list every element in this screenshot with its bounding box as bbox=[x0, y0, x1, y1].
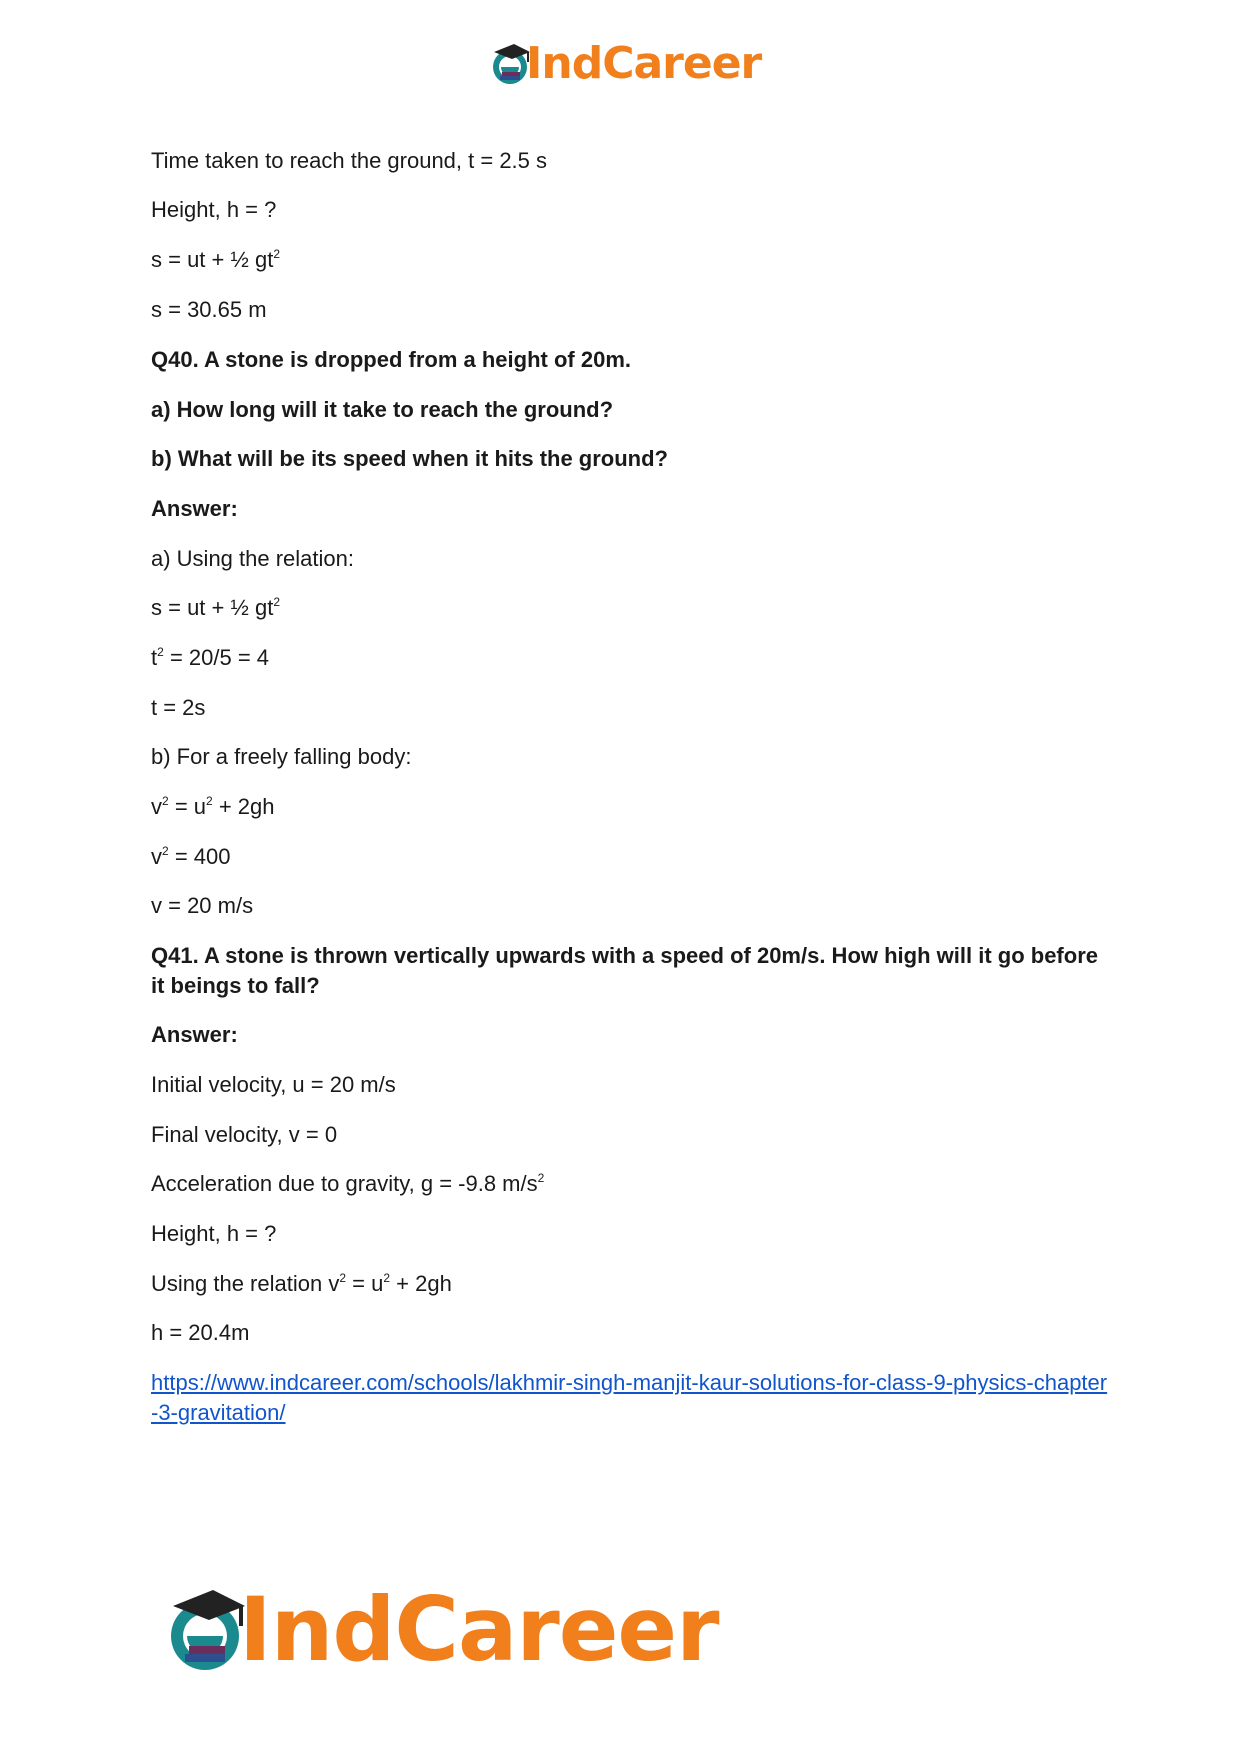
text-line: b) For a freely falling body: bbox=[151, 744, 412, 769]
footer-logo-text: IndCareer bbox=[239, 1578, 719, 1681]
equation-line: Using the relation $v^2 = u^2 + 2gh$ bbox=[151, 1271, 452, 1296]
header-logo-text: IndCareer bbox=[526, 38, 762, 89]
text-line: h = 20.4m bbox=[151, 1320, 250, 1345]
text-line: Height, h = ? bbox=[151, 197, 277, 222]
question-part: a) How long will it take to reach the ground? bbox=[151, 397, 614, 422]
text-line: Final velocity, v = 0 bbox=[151, 1122, 338, 1147]
question-part: b) What will be its speed when it hits the ground? bbox=[151, 446, 668, 471]
equation-line: Acceleration due to gravity, g = -9.8 $m/s^2$ bbox=[151, 1171, 545, 1196]
equation-line: $t^2 = 20/5 = 4$ bbox=[151, 645, 270, 670]
question-heading: Q40. A stone is dropped from a height of 20m. bbox=[151, 347, 631, 372]
source-link[interactable]: https://www.indcareer.com/schools/lakhmir-singh-manjit-kaur-solutions-for-class-9-physics-chapter-3-gravitation/ bbox=[151, 1370, 1108, 1425]
equation-line: $v^2 = 400$ bbox=[151, 844, 231, 869]
text-line: v = 20 m/s bbox=[151, 893, 254, 918]
answer-label: Answer: bbox=[151, 496, 238, 521]
equation-line: $v^2 = u^2 + 2gh$ bbox=[151, 794, 275, 819]
footer-logo bbox=[161, 1578, 719, 1681]
text-line: t = 2s bbox=[151, 695, 206, 720]
equation-line: s = ut + ½ $gt^2$ bbox=[151, 247, 280, 272]
text-line: a) Using the relation: bbox=[151, 546, 354, 571]
text-line: Initial velocity, u = 20 m/s bbox=[151, 1072, 396, 1097]
header-logo bbox=[488, 38, 762, 89]
equation-line: s = ut + ½ $gt^2$ bbox=[151, 595, 280, 620]
text-line: Height, h = ? bbox=[151, 1221, 277, 1246]
question-heading: Q41. A stone is thrown vertically upwards with a speed of 20m/s. How high will it go before it beings to fall? bbox=[151, 943, 1098, 998]
text-line: s = 30.65 m bbox=[151, 297, 267, 322]
text-line: Time taken to reach the ground, t = 2.5 s bbox=[151, 148, 548, 173]
answer-label: Answer: bbox=[151, 1022, 238, 1047]
